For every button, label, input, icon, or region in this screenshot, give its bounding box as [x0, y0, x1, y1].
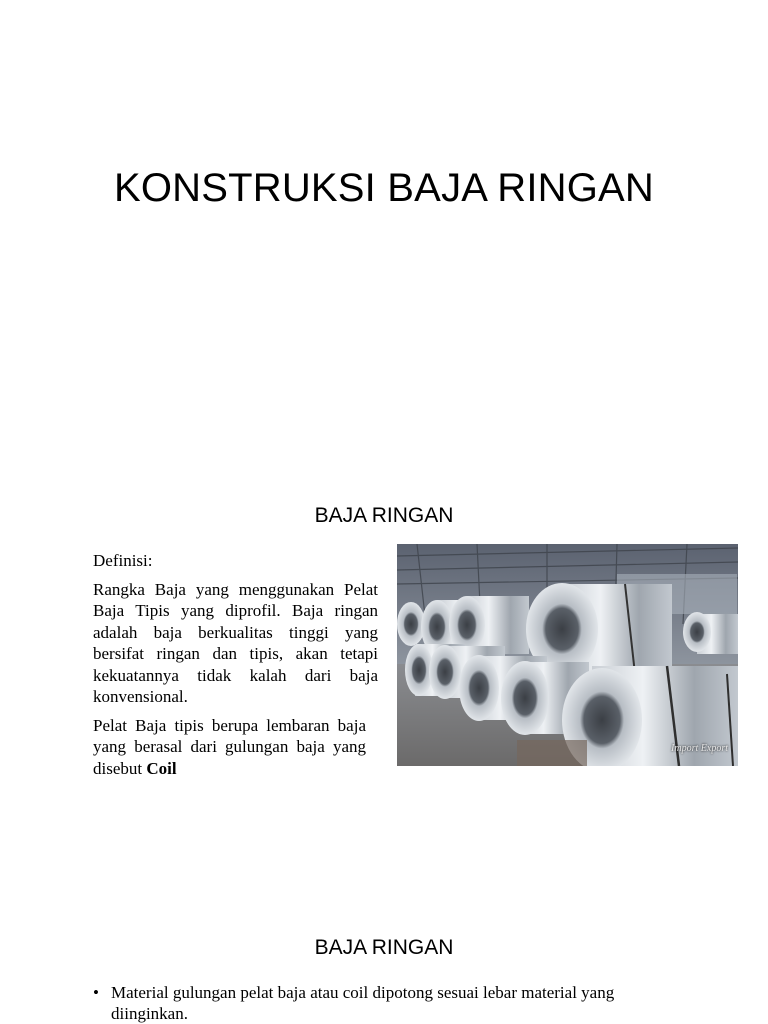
- definition-paragraph: Rangka Baja yang menggunakan Pelat Baja Tipis yang diprofil. Baja ringan adalah baja berkualitas tinggi yang bersifat ringan dan tipis, akan tetapi kekuatannya tidak kalah dari baja konvensional.: [93, 579, 378, 706]
- definition-label: Definisi:: [93, 551, 153, 570]
- list-item: [93, 982, 653, 1024]
- coil-paragraph: [93, 715, 366, 780]
- slide-definition: [0, 480, 768, 900]
- page-title: KONSTRUKSI BAJA RINGAN: [113, 166, 655, 210]
- steel-coil-illustration: [397, 544, 738, 766]
- bullet-icon: •: [93, 983, 99, 1002]
- image-watermark: Import Export: [671, 743, 728, 754]
- slide-heading: BAJA RINGAN: [314, 504, 454, 527]
- slide-heading: BAJA RINGAN: [314, 936, 454, 959]
- steel-coil-photo: [397, 544, 738, 766]
- slide-title: [0, 0, 768, 480]
- bullet-list: [93, 982, 653, 1024]
- definition-text-block: [93, 550, 378, 786]
- list-item-text: Material gulungan pelat baja atau coil dipotong sesuai lebar material yang diinginkan.: [111, 983, 615, 1023]
- coil-term: Coil: [146, 758, 177, 778]
- slide-process: [0, 900, 768, 1024]
- coil-paragraph-text: Pelat Baja tipis berupa lembaran baja yang berasal dari gulungan baja yang disebut: [93, 715, 366, 778]
